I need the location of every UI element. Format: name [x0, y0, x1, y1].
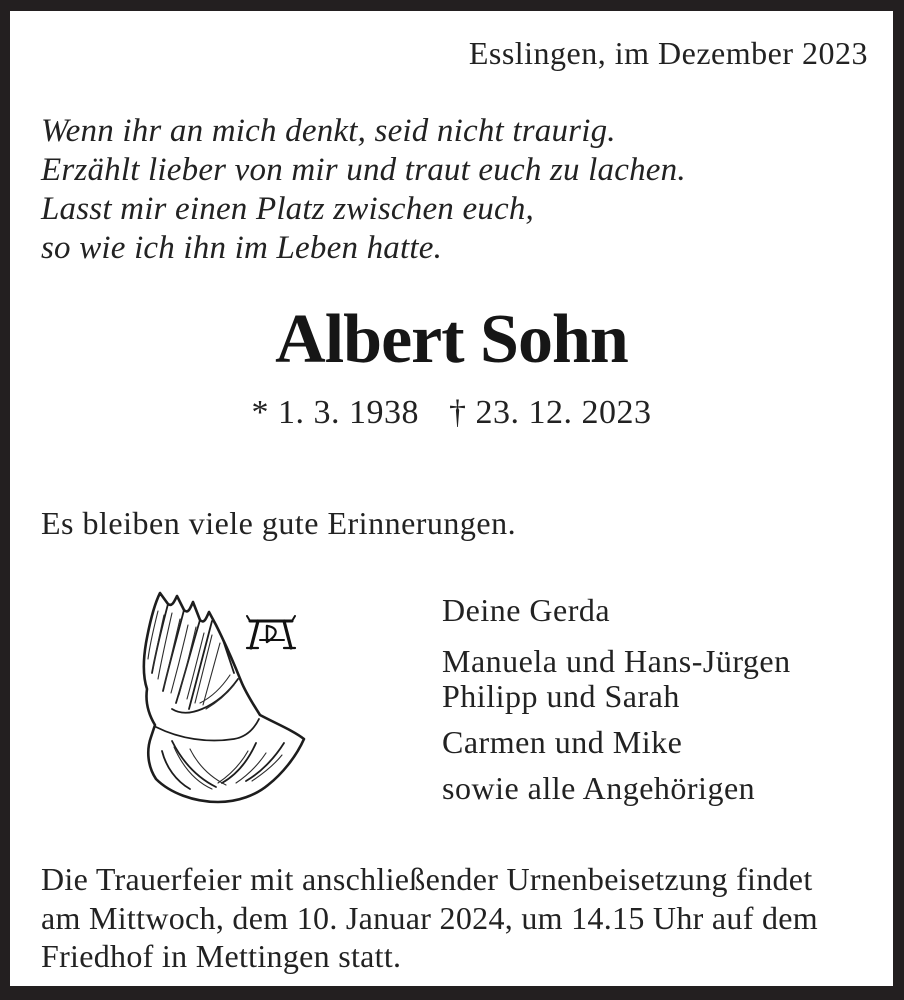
- memory-line: Es bleiben viele gute Erinnerungen.: [41, 505, 517, 541]
- poem-line: Lasst mir einen Platz zwischen euch,: [41, 191, 534, 227]
- birth-date: * 1. 3. 1938: [251, 394, 419, 431]
- poem-line: Erzählt lieber von mir und traut euch zu lachen.: [41, 152, 686, 188]
- funeral-line: am Mittwoch, dem 10. Januar 2024, um 14.15 Uhr auf dem: [41, 899, 818, 936]
- deceased-name: Albert Sohn: [275, 301, 628, 378]
- poem-line: so wie ich ihn im Leben hatte.: [41, 230, 443, 266]
- mourner-line: sowie alle Angehörigen: [442, 770, 756, 806]
- funeral-line: Friedhof in Mettingen statt.: [41, 938, 402, 974]
- funeral-info: [41, 860, 818, 976]
- mourner-line: Manuela und Hans-Jürgen: [442, 643, 791, 679]
- life-dates: [10, 394, 893, 432]
- duerer-monogram-icon: [247, 616, 295, 648]
- mourner-line: Carmen und Mike: [442, 724, 683, 760]
- memorial-poem: [41, 112, 686, 268]
- poem-line: Wenn ihr an mich denkt, seid nicht traurig.: [41, 113, 616, 149]
- mourner-line: Philipp und Sarah: [442, 678, 680, 714]
- death-date: † 23. 12. 2023: [449, 394, 652, 431]
- praying-hands-figure: [138, 591, 314, 806]
- mourner-line: Deine Gerda: [442, 592, 611, 628]
- mourners-list: [442, 593, 791, 806]
- hands-outline: [144, 593, 304, 802]
- dateline: Esslingen, im Dezember 2023: [468, 35, 868, 71]
- notice-content: [10, 11, 893, 986]
- praying-hands-icon: [138, 591, 314, 806]
- funeral-line: Die Trauerfeier mit anschließender Urnenbeisetzung findet: [41, 861, 813, 897]
